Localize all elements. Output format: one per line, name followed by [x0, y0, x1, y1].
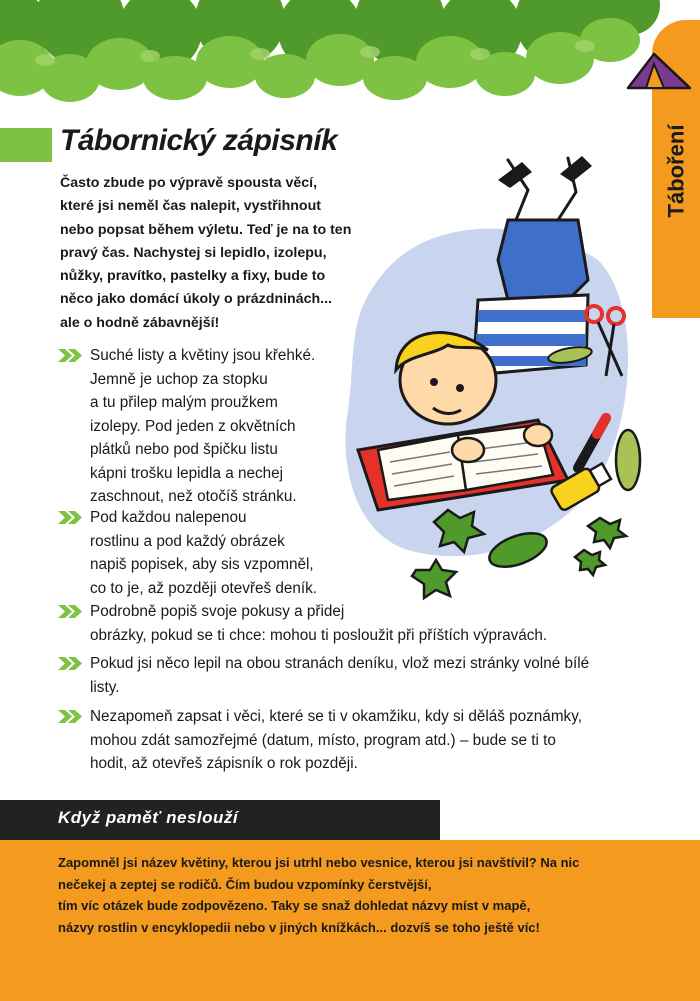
- tip-item: [58, 652, 589, 699]
- tip-line: obrázky, pokud se ti chce: mohou ti posloužit při příštích výpravách.: [90, 626, 548, 644]
- tip-line: plátků nebo pod špičku listu: [90, 441, 278, 458]
- boy-reading-notebook-illustration: [338, 150, 656, 600]
- double-arrow-icon: [58, 656, 82, 671]
- tip-line: Pokud jsi něco lepil na obou stranách deníku, vlož mezi stránky volné bílé: [90, 655, 590, 672]
- tip-line: izolepy. Pod jeden z okvětních: [90, 417, 296, 435]
- double-arrow-icon: [58, 348, 82, 363]
- tip-text: [58, 506, 317, 600]
- tip-text: [58, 344, 315, 509]
- tip-text: [58, 705, 582, 776]
- intro-paragraph: Často zbude po výpravě spousta věcí, které jsi neměl čas nalepit, vystřihnout nebo popsat během výletu. Teď je na to ten pravý čas. Nachystej si lepidlo, izolepu, nůžky, pravítko, pastelky a fixy, bude to něco jako domácí úkoly o prázdninách... ale o hodně zábavnější!: [60, 175, 352, 331]
- tip-line: rostlinu a pod každý obrázek: [90, 532, 285, 550]
- tip-item: [58, 600, 547, 647]
- double-arrow-icon: [58, 709, 82, 724]
- tip-text: [58, 652, 589, 699]
- tip-line: zaschnout, než otočíš stránku.: [90, 488, 297, 505]
- info-box-line: nečekej a zeptej se rodičů. Čím budou vzpomínky čerstvější,: [58, 876, 432, 892]
- box-header: Když paměť neslouží: [58, 808, 239, 827]
- tip-line: Suché listy a květiny jsou křehké.: [90, 347, 316, 364]
- tip-line: Jemně je uchop za stopku: [90, 370, 268, 388]
- tip-line: co to je, až později otevřeš deník.: [90, 579, 318, 597]
- tip-item: [58, 506, 317, 600]
- tip-line: kápni trošku lepidla a nechej: [90, 464, 284, 482]
- tip-item: [58, 344, 315, 509]
- tip-line: napiš popisek, aby sis vzpomněl,: [90, 556, 314, 573]
- title-accent-bar: [0, 128, 52, 162]
- section-tab-label: [652, 96, 700, 246]
- tip-line: Nezapomeň zapsat i věci, které se ti v okamžiku, kdy si děláš poznámky,: [90, 708, 582, 725]
- double-arrow-icon: [58, 604, 82, 619]
- tip-line: hodit, až otevřeš zápisník o rok později.: [90, 755, 358, 772]
- tip-line: a tu přilep malým proužkem: [90, 394, 278, 411]
- page-title: Tábornický zápisník: [60, 124, 338, 157]
- tip-line: Podrobně popiš svoje pokusy a přidej: [90, 603, 345, 620]
- info-box-text: [58, 852, 678, 938]
- info-box-line: tím víc otázek bude zodpovězeno. Taky se snaž dohledat názvy míst v mapě,: [58, 898, 531, 913]
- tip-line: Pod každou nalepenou: [90, 509, 247, 526]
- tip-item: [58, 705, 582, 776]
- double-arrow-icon: [58, 510, 82, 525]
- section-tab-text: Táboření: [663, 124, 688, 218]
- tent-icon: [624, 50, 696, 92]
- tip-text: [58, 600, 547, 647]
- info-box-line: názvy rostlin v encyklopedii nebo v jiných knížkách... dozvíš se toho ještě víc!: [58, 919, 540, 935]
- tip-line: mohou zdát samozřejmé (datum, místo, program atd.) – bude se ti to: [90, 731, 556, 749]
- tree-canopy-decoration: [0, 0, 700, 110]
- tip-line: listy.: [90, 678, 120, 696]
- info-box-line: Zapomněl jsi název květiny, kterou jsi utrhl nebo vesnice, kterou jsi navštívil? Na nic: [58, 855, 580, 870]
